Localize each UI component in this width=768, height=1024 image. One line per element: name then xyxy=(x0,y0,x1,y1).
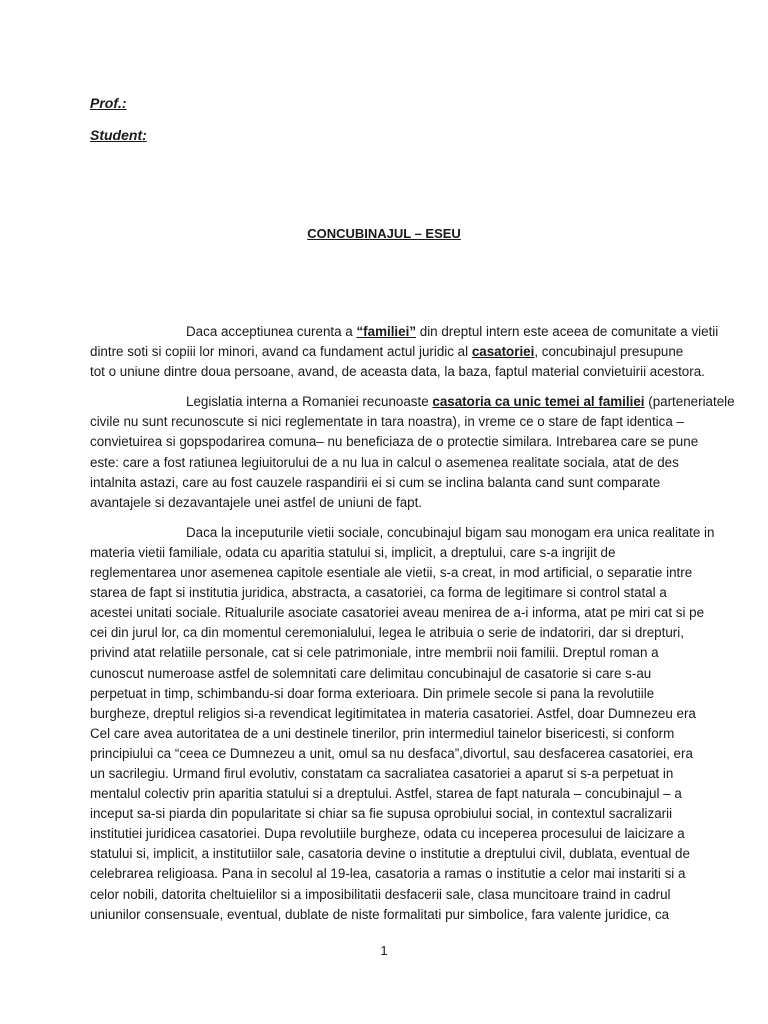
text-line: Daca acceptiunea curenta a “familiei” din dreptul intern este aceea de comunitate a vietii xyxy=(186,324,719,339)
text-line: perpetuat in timp, schimbandu-si doar forma exterioara. Din primele secole si pana la revolutiile xyxy=(90,685,655,701)
text-line: statului si, implicit, a institutiilor sale, casatoria devine o institutie a dreptului civil, dublata, eventual de xyxy=(90,846,690,862)
text-line: dintre soti si copiii lor minori, avand ca fundament actul juridic al casatoriei, concubinajul presupune xyxy=(90,344,684,360)
text-line: burgheze, dreptul religios si-a revendicat legitimitatea in materia casatoriei. Astfel, doar Dumnezeu era xyxy=(90,705,696,721)
text-line: mentalul colectiv prin aparitia statului si a dreptului. Astfel, starea de fapt naturala – concubinajul – a xyxy=(90,786,682,802)
text-line: privind atat relatiile personale, cat si cele patrimoniale, intre membrii noii familii. Dreptul roman a xyxy=(90,645,659,661)
paragraph xyxy=(90,523,715,925)
text-line: inceput sa-si piarda din popularitate si chiar sa fie supusa oprobiului social, in contextul sacralizarii xyxy=(90,806,673,822)
text-line: este: care a fost ratiunea legiuitorului de a nu lua in calcul o asemenea realitate sociala, atat de des xyxy=(90,454,679,470)
text-line: uniunilor consensuale, eventual, dublate de niste formalitati pur simbolice, fara valente juridice, ca xyxy=(90,906,670,922)
paragraph xyxy=(90,322,719,382)
text-line: materia vietii familiale, odata cu aparitia statului si, implicit, a dreptului, care s-a ingrijit de xyxy=(90,544,616,560)
text-line: intalnita astazi, care au fost cauzele raspandirii ei si cum se inclina balanta cand sunt comparate xyxy=(90,474,661,490)
text-line: institutiei juridicea casatoriei. Dupa revolutiile burgheze, odata cu inceperea procesului de laicizare a xyxy=(90,826,685,842)
text-line: celebrarea religioasa. Pana in secolul al 19-lea, casatoria a ramas o institutie a celor mai instariti si a xyxy=(90,866,686,882)
text-line: convietuirea si gopspodarirea comuna– nu beneficiaza de o protectie similara. Intrebarea care se pune xyxy=(90,434,699,450)
paragraph xyxy=(90,392,735,513)
text-line: reglementarea unor asemenea capitole esentiale ale vietii, s-a creat, in mod artificial, o separatie intre xyxy=(90,565,693,581)
text-line: cunoscut numeroase astfel de solemnitati care delimitau concubinajul de casatorie si care s-au xyxy=(90,665,652,681)
student-label-text: Student xyxy=(90,127,143,143)
prof-label-text: Prof. xyxy=(90,95,122,111)
page-number: 1 xyxy=(380,943,388,958)
text-line: starea de fapt si institutia juridica, abstracta, a casatoriei, ca forma de legitimare si control statal a xyxy=(90,585,667,601)
student-colon: : xyxy=(142,127,147,143)
text-line: Daca la inceputurile vietii sociale, concubinajul bigam sau monogam era unica realitate in xyxy=(186,524,715,540)
text-line: Legislatia interna a Romaniei recunoaste casatoria ca unic temei al familiei (parteneriatele xyxy=(186,394,735,410)
text-line: celor nobili, datorita cheltuielilor si a imposibilitatii desfacerii sale, clasa muncitoare traind in cadrul xyxy=(90,886,671,902)
document-body xyxy=(90,322,735,935)
document-title: CONCUBINAJUL – ESEU xyxy=(307,226,461,241)
text-line: avantajele si dezavantajele unei astfel de uniuni de fapt. xyxy=(90,494,423,510)
text-line: principiului ca “ceea ce Dumnezeu a unit, omul sa nu desfaca”,divortul, sau desfacerea casatoriei, era xyxy=(90,745,693,761)
text-line: civile nu sunt recunoscute si nici reglementate in tara noastra), in vreme ce o stare de fapt identica – xyxy=(90,414,684,430)
text-line: Cel care avea autoritatea de a uni destinele tinerilor, prin intermediul tainelor bisericesti, si conform xyxy=(90,725,675,741)
text-line: tot o uniune dintre doua persoane, avand, de aceasta data, la baza, faptul material convietuirii acestora. xyxy=(90,364,705,380)
prof-colon: : xyxy=(121,95,127,111)
prof-label xyxy=(90,94,127,112)
text-line: acestei unitati sociale. Ritualurile asociate casatoriei aveau menirea de a-i informa, atat pe miri cat si pe xyxy=(90,605,705,621)
text-line: cei din jurul lor, ca din momentul ceremonialului, legea le atribuia o serie de indatoriri, dar si drepturi, xyxy=(90,625,684,641)
student-label xyxy=(90,126,147,144)
text-line: un sacrilegiu. Urmand firul evolutiv, constatam ca sacraliatea casatoriei a aparut si s-a perpetuat in xyxy=(90,765,674,781)
